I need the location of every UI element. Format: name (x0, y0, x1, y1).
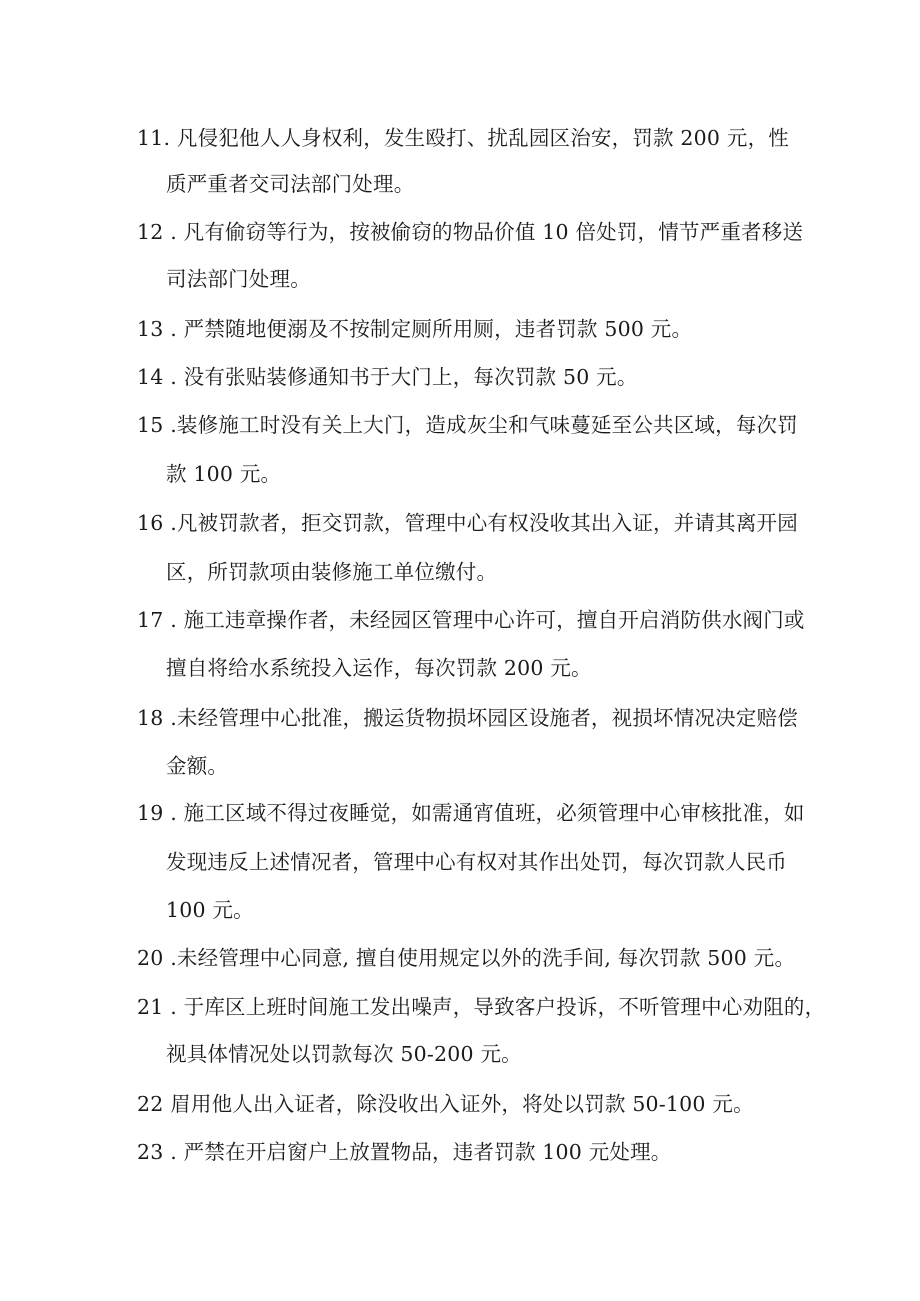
item-11-line-1: 11. 凡侵犯他人人身权利，发生殴打、扰乱园区治安，罚款 200 元，性 (137, 126, 789, 150)
item-15-line-2: 款 100 元。 (166, 462, 282, 486)
item-16-line-1: 16 .凡被罚款者，拒交罚款，管理中心有权没收其出入证，并请其离开园 (137, 511, 798, 535)
item-22-line-1: 22 眉用他人出入证者，除没收出入证外，将处以罚款 50-100 元。 (137, 1092, 754, 1116)
item-19-line-2: 发现违反上述情况者，管理中心有权对其作出处罚，每次罚款人民币 (166, 850, 787, 874)
item-13-line-1: 13 . 严禁随地便溺及不按制定厕所用厕，违者罚款 500 元。 (137, 317, 693, 341)
item-21-line-2: 视具体情况处以罚款每次 50-200 元。 (166, 1042, 522, 1066)
item-18-line-2: 金额。 (166, 754, 229, 778)
item-17-line-1: 17 . 施工违章操作者，未经园区管理中心许可，擅自开启消防供水阀门或 (137, 608, 805, 632)
item-23-line-1: 23 . 严禁在开启窗户上放置物品，违者罚款 100 元处理。 (137, 1140, 672, 1164)
item-18-line-1: 18 .未经管理中心批准，搬运货物损坏园区设施者，视损坏情况决定赔偿 (137, 706, 798, 730)
item-21-line-1: 21 . 于库区上班时间施工发出噪声，导致客户投诉，不听管理中心劝阻的， (137, 995, 826, 1019)
item-11-line-2: 质严重者交司法部门处理。 (166, 172, 415, 196)
item-17-line-2: 擅自将给水系统投入运作，每次罚款 200 元。 (166, 656, 592, 680)
item-12-line-2: 司法部门处理。 (166, 267, 311, 291)
item-19-line-1: 19 . 施工区域不得过夜睡觉，如需通宵值班，必须管理中心审核批准，如 (137, 801, 805, 825)
item-20-line-1: 20 .未经管理中心同意, 擅自使用规定以外的洗手间, 每次罚款 500 元。 (137, 946, 796, 970)
item-19-line-3: 100 元。 (166, 898, 254, 922)
item-15-line-1: 15 .装修施工时没有关上大门，造成灰尘和气味蔓延至公共区域，每次罚 (137, 413, 798, 437)
item-16-line-2: 区，所罚款项由装修施工单位缴付。 (166, 560, 498, 584)
item-14-line-1: 14 . 没有张贴装修通知书于大门上，每次罚款 50 元。 (137, 365, 638, 389)
item-12-line-1: 12 . 凡有偷窃等行为，按被偷窃的物品价值 10 倍处罚，情节严重者移送 (137, 220, 804, 244)
